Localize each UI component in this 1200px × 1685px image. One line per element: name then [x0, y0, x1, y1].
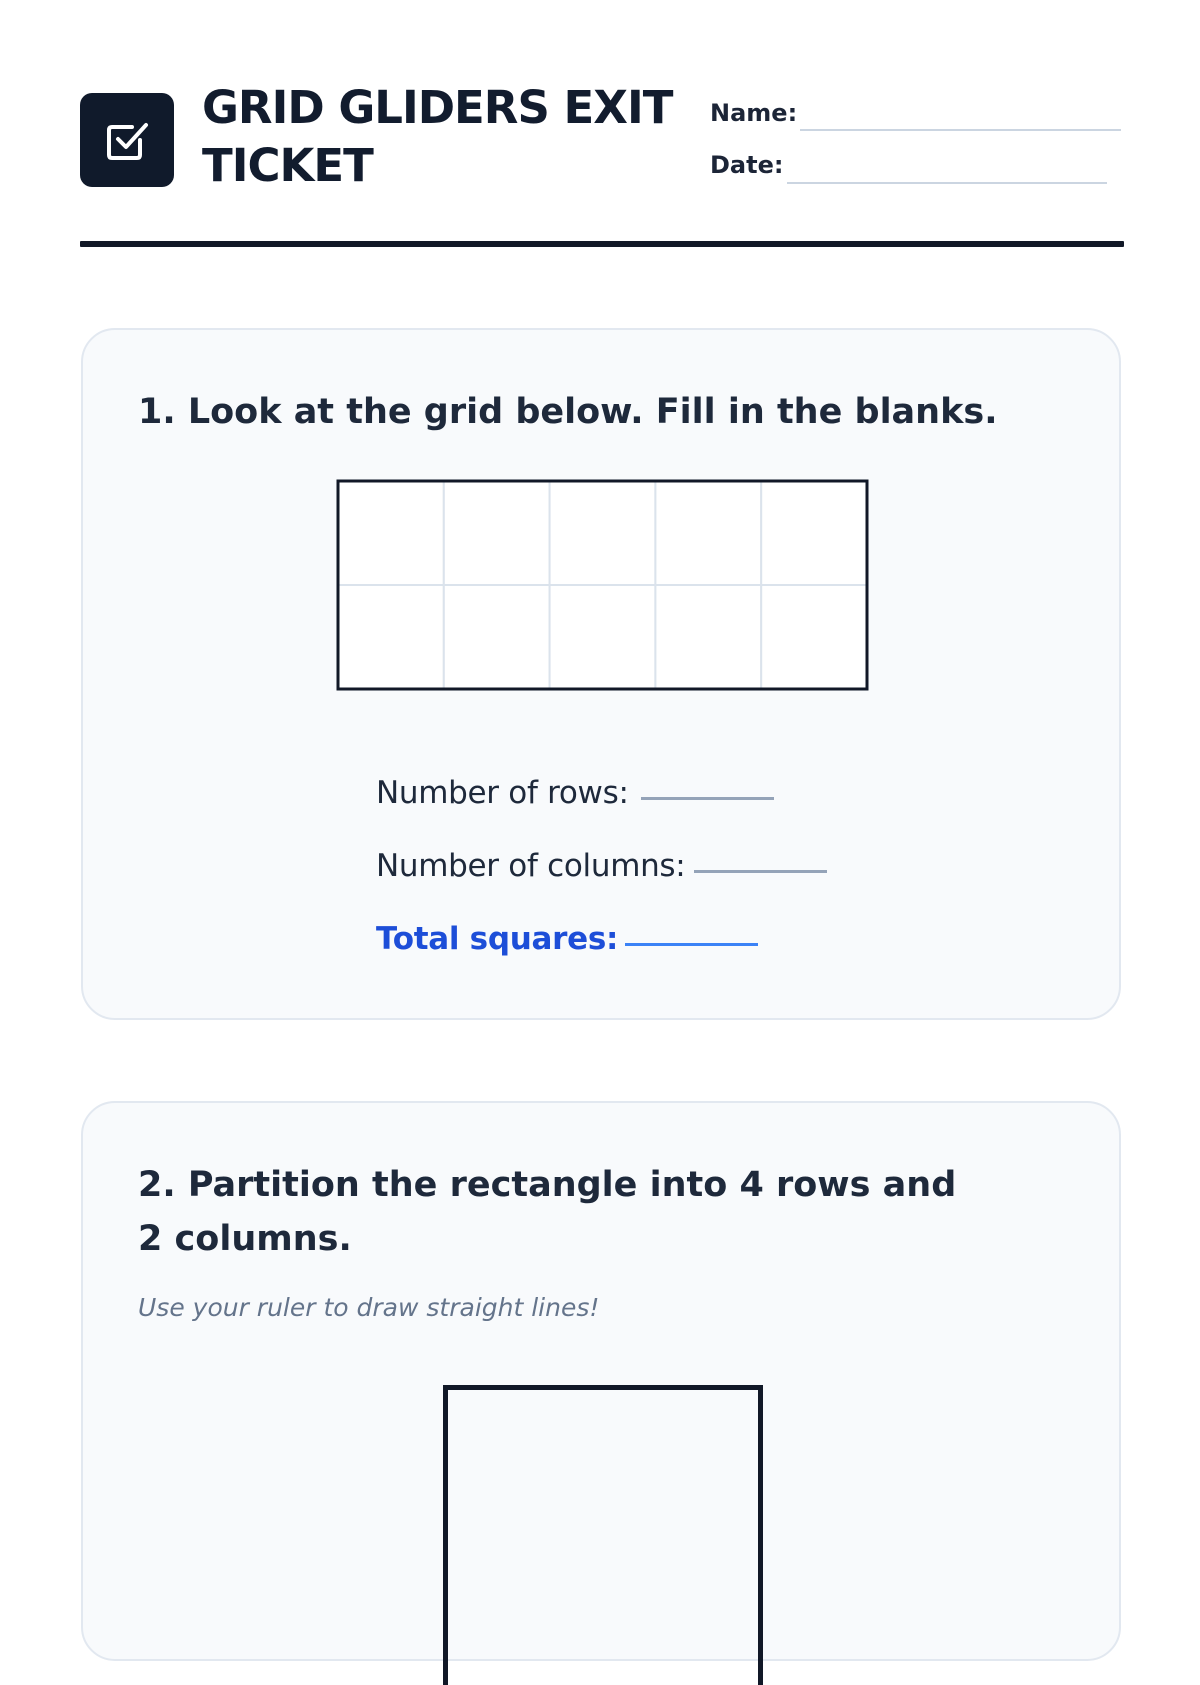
grid-cell: [444, 481, 550, 585]
name-field[interactable]: [800, 129, 1121, 131]
rows-label: Number of rows:: [376, 775, 629, 811]
grid-figure: [336, 479, 869, 691]
grid-cell: [444, 585, 550, 689]
grid-cell: [655, 481, 761, 585]
worksheet-header: [80, 81, 1120, 245]
question-2-prompt: 2. Partition the rectangle into 4 rows and 2 columns.: [138, 1165, 957, 1259]
grid-cell: [761, 481, 867, 585]
date-label: Date:: [710, 151, 784, 179]
total-answer-row: [376, 921, 618, 957]
grid-cell: [550, 585, 656, 689]
columns-answer-row: [376, 848, 685, 884]
columns-label: Number of columns:: [376, 848, 686, 884]
grid-cell: [655, 585, 761, 689]
partition-rectangle[interactable]: [443, 1385, 763, 1685]
ruler-hint: Use your ruler to draw straight lines!: [138, 1293, 600, 1322]
array-grid: [336, 479, 869, 691]
total-label: Total squares:: [376, 921, 619, 957]
header-divider: [80, 241, 1124, 247]
total-answer-blank[interactable]: [625, 943, 758, 946]
grid-cell: [338, 481, 444, 585]
rows-answer-row: [376, 775, 629, 811]
grid-cell: [338, 585, 444, 689]
logo-badge: [80, 93, 174, 187]
date-field[interactable]: [787, 182, 1107, 184]
worksheet-title: GRID GLIDERS EXIT TICKET: [202, 81, 673, 192]
question-1-prompt: 1. Look at the grid below. Fill in the blanks.: [138, 392, 998, 432]
checkbox-icon: [102, 115, 152, 165]
question-2-card: [81, 1101, 1121, 1661]
question-1-card: [81, 328, 1121, 1020]
name-label: Name:: [710, 99, 798, 127]
rows-answer-blank[interactable]: [641, 797, 774, 800]
grid-cell: [761, 585, 867, 689]
grid-cell: [550, 481, 656, 585]
columns-answer-blank[interactable]: [694, 870, 827, 873]
